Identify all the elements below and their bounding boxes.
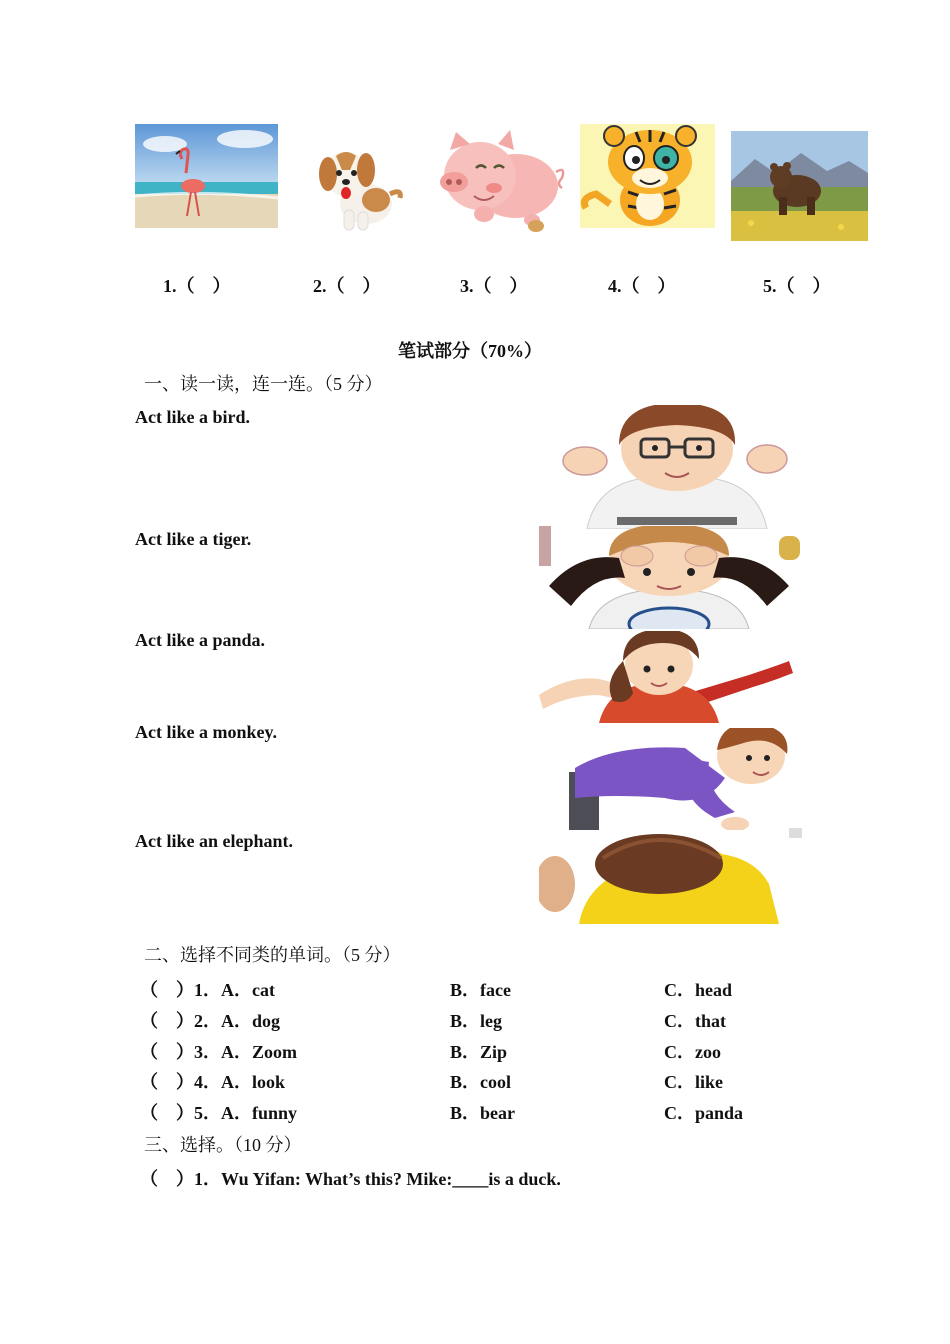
girl-hands-eyes-acting-icon (539, 526, 800, 629)
q2-1-option-a: （ ）1．A．cat (140, 980, 275, 1000)
q2-3-option-a: （ ）3．A．Zoom (140, 1042, 297, 1062)
phrase-tiger: Act like a tiger. (135, 529, 252, 549)
q2-1-option-b: B．face (450, 980, 511, 1000)
phrase-bird: Act like a bird. (135, 407, 250, 427)
q2-1-option-c: C．head (664, 980, 733, 1000)
boy-glasses-acting-icon (557, 405, 793, 529)
bear-photo-icon (731, 131, 868, 241)
q2-3-option-b: B．Zip (450, 1042, 508, 1062)
phrase-elephant: Act like an elephant. (135, 831, 294, 851)
q2-5-option-c: C．panda (664, 1103, 744, 1123)
boy-bending-acting-icon (539, 728, 799, 830)
child-back-yellow-acting-icon (539, 828, 802, 924)
part3-heading: 三、选择。（10 分） (144, 1135, 302, 1155)
q2-4-option-b: B．cool (450, 1072, 511, 1092)
puppy-cartoon-icon (308, 138, 404, 234)
listening-number-5: 5.（ ） (763, 276, 831, 296)
q2-3-option-c: C．zoo (664, 1042, 721, 1062)
tiger-cartoon-icon (580, 124, 715, 228)
listening-number-4: 4.（ ） (608, 276, 676, 296)
listening-number-1: 1.（ ） (163, 276, 231, 296)
part2-heading: 二、选择不同类的单词。（5 分） (144, 945, 401, 965)
q2-2-option-b: B．leg (450, 1011, 502, 1031)
listening-number-2: 2.（ ） (313, 276, 381, 296)
part1-heading: 一、读一读，连一连。（5 分） (144, 374, 383, 394)
flamingo-photo-icon (135, 124, 278, 228)
q2-2-option-c: C．that (664, 1011, 726, 1031)
q2-5-option-b: B．bear (450, 1103, 515, 1123)
q2-4-option-a: （ ）4．A．look (140, 1072, 286, 1092)
pig-cartoon-icon (432, 128, 567, 233)
q2-5-option-a: （ ）5．A．funny (140, 1103, 298, 1123)
listening-number-3: 3.（ ） (460, 276, 528, 296)
girl-arms-out-acting-icon (539, 631, 794, 723)
q2-2-option-a: （ ）2．A．dog (140, 1011, 281, 1031)
q2-4-option-c: C．like (664, 1072, 724, 1092)
q3-1-question: （ ）1．Wu Yifan: What’s this? Mike:____is a duck. (140, 1169, 561, 1189)
phrase-monkey: Act like a monkey. (135, 722, 277, 742)
phrase-panda: Act like a panda. (135, 630, 266, 650)
written-section-title: 笔试部分（70%） (398, 341, 542, 361)
